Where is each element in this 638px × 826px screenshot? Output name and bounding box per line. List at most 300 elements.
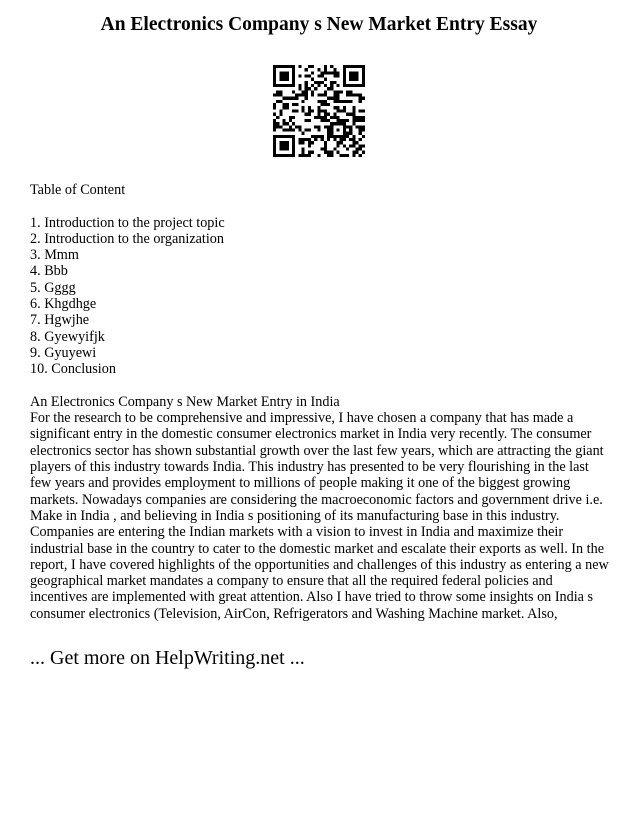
qr-module xyxy=(273,113,276,116)
qr-module xyxy=(286,97,289,100)
qr-module xyxy=(317,135,320,138)
qr-module xyxy=(349,84,352,87)
qr-module xyxy=(359,100,362,103)
qr-module xyxy=(333,97,336,100)
qr-module xyxy=(359,125,362,128)
qr-module xyxy=(308,151,311,154)
qr-module xyxy=(352,75,355,78)
qr-module xyxy=(286,147,289,150)
qr-module xyxy=(302,100,305,103)
qr-module xyxy=(324,113,327,116)
qr-module xyxy=(349,65,352,68)
qr-module xyxy=(333,68,336,71)
qr-module xyxy=(317,94,320,97)
qr-module xyxy=(298,128,301,131)
toc-item: 4. Bbb xyxy=(30,263,68,280)
qr-module xyxy=(324,119,327,122)
qr-module xyxy=(292,154,295,157)
qr-module xyxy=(327,135,330,138)
qr-module xyxy=(286,128,289,131)
qr-module xyxy=(289,84,292,87)
qr-module xyxy=(276,122,279,125)
qr-module xyxy=(273,106,276,109)
qr-module xyxy=(292,116,295,119)
qr-module xyxy=(362,109,365,112)
qr-module xyxy=(336,100,339,103)
qr-module xyxy=(295,109,298,112)
qr-module xyxy=(362,68,365,71)
qr-module xyxy=(308,119,311,122)
qr-module xyxy=(324,90,327,93)
qr-module xyxy=(352,116,355,119)
qr-module xyxy=(289,128,292,131)
qr-module xyxy=(324,125,327,128)
qr-module xyxy=(317,109,320,112)
qr-module xyxy=(317,128,320,131)
qr-module xyxy=(289,97,292,100)
qr-module xyxy=(333,94,336,97)
qr-module xyxy=(343,119,346,122)
qr-module xyxy=(292,65,295,68)
qr-module xyxy=(305,113,308,116)
qr-module xyxy=(276,84,279,87)
qr-module xyxy=(302,147,305,150)
qr-module xyxy=(336,144,339,147)
qr-module xyxy=(336,109,339,112)
qr-module xyxy=(324,71,327,74)
qr-module xyxy=(352,144,355,147)
qr-module xyxy=(359,147,362,150)
qr-module xyxy=(343,78,346,81)
qr-module xyxy=(359,94,362,97)
qr-module xyxy=(362,84,365,87)
qr-module xyxy=(283,103,286,106)
qr-module xyxy=(330,154,333,157)
document-content xyxy=(30,182,610,622)
qr-module xyxy=(295,94,298,97)
qr-module xyxy=(336,90,339,93)
qr-module xyxy=(336,84,339,87)
qr-module xyxy=(305,97,308,100)
qr-module xyxy=(362,81,365,84)
qr-module xyxy=(321,116,324,119)
qr-module xyxy=(333,135,336,138)
qr-module xyxy=(327,154,330,157)
qr-module xyxy=(340,100,343,103)
qr-module xyxy=(289,135,292,138)
qr-module xyxy=(273,84,276,87)
qr-module xyxy=(352,84,355,87)
qr-module xyxy=(276,125,279,128)
qr-module xyxy=(327,128,330,131)
qr-module xyxy=(330,151,333,154)
qr-module xyxy=(279,71,282,74)
qr-module xyxy=(273,125,276,128)
qr-module xyxy=(327,119,330,122)
qr-module xyxy=(305,84,308,87)
qr-module xyxy=(308,141,311,144)
qr-module xyxy=(321,81,324,84)
qr-module xyxy=(292,78,295,81)
qr-module xyxy=(352,106,355,109)
qr-module xyxy=(305,138,308,141)
document-title: An Electronics Company s New Market Entry Essay xyxy=(100,14,538,35)
toc-item: 5. Gggg xyxy=(30,279,76,296)
qr-module xyxy=(298,94,301,97)
qr-module xyxy=(279,90,282,93)
qr-module xyxy=(327,138,330,141)
qr-module xyxy=(333,100,336,103)
qr-module xyxy=(324,94,327,97)
qr-module xyxy=(283,106,286,109)
qr-module xyxy=(330,71,333,74)
qr-module xyxy=(308,128,311,131)
qr-module xyxy=(298,65,301,68)
qr-module xyxy=(333,122,336,125)
qr-module xyxy=(330,122,333,125)
qr-module xyxy=(362,65,365,68)
qr-module xyxy=(324,84,327,87)
qr-module xyxy=(273,78,276,81)
qr-module xyxy=(336,106,339,109)
qr-module xyxy=(340,154,343,157)
qr-module xyxy=(279,113,282,116)
qr-module xyxy=(283,141,286,144)
qr-module xyxy=(336,116,339,119)
qr-module xyxy=(349,75,352,78)
qr-module xyxy=(305,128,308,131)
qr-module xyxy=(343,125,346,128)
qr-module xyxy=(362,116,365,119)
qr-module xyxy=(359,97,362,100)
qr-module xyxy=(308,87,311,90)
qr-module xyxy=(311,109,314,112)
qr-module xyxy=(292,122,295,125)
qr-module xyxy=(283,135,286,138)
qr-module xyxy=(314,125,317,128)
qr-module xyxy=(292,147,295,150)
qr-module xyxy=(324,141,327,144)
qr-module xyxy=(289,125,292,128)
qr-module xyxy=(308,138,311,141)
qr-module xyxy=(336,141,339,144)
qr-module xyxy=(317,106,320,109)
qr-module xyxy=(359,144,362,147)
qr-module xyxy=(340,141,343,144)
toc-item: 8. Gyewyifjk xyxy=(30,328,105,345)
qr-module xyxy=(343,106,346,109)
qr-module xyxy=(324,68,327,71)
qr-module xyxy=(311,78,314,81)
qr-code-icon xyxy=(273,65,365,157)
qr-module xyxy=(279,94,282,97)
qr-module xyxy=(298,141,301,144)
toc-item: 9. Gyuyewi xyxy=(30,344,97,361)
qr-module xyxy=(311,141,314,144)
qr-module xyxy=(333,71,336,74)
qr-module xyxy=(292,68,295,71)
qr-module xyxy=(286,65,289,68)
qr-module xyxy=(286,71,289,74)
qr-module xyxy=(286,141,289,144)
qr-module xyxy=(343,154,346,157)
qr-module xyxy=(273,68,276,71)
qr-module xyxy=(333,106,336,109)
qr-module xyxy=(327,71,330,74)
qr-module xyxy=(273,147,276,150)
qr-module xyxy=(333,147,336,150)
toc-list xyxy=(30,215,610,378)
qr-module xyxy=(343,81,346,84)
qr-module xyxy=(362,78,365,81)
qr-module xyxy=(302,138,305,141)
qr-module xyxy=(349,78,352,81)
qr-module xyxy=(352,151,355,154)
qr-module xyxy=(362,71,365,74)
qr-module xyxy=(311,84,314,87)
qr-module xyxy=(317,68,320,71)
qr-module xyxy=(343,135,346,138)
qr-module xyxy=(336,135,339,138)
qr-module xyxy=(292,84,295,87)
qr-module xyxy=(330,87,333,90)
qr-module xyxy=(276,65,279,68)
qr-module xyxy=(327,125,330,128)
qr-module xyxy=(330,84,333,87)
qr-module xyxy=(308,154,311,157)
article-heading: An Electronics Company s New Market Entry in India xyxy=(30,393,340,410)
qr-module xyxy=(362,151,365,154)
qr-module xyxy=(314,116,317,119)
qr-module xyxy=(279,141,282,144)
qr-module xyxy=(308,65,311,68)
qr-module xyxy=(279,100,282,103)
qr-module xyxy=(292,81,295,84)
qr-module xyxy=(324,109,327,112)
qr-module xyxy=(273,71,276,74)
qr-module xyxy=(362,144,365,147)
qr-module xyxy=(283,84,286,87)
qr-module xyxy=(317,125,320,128)
qr-module xyxy=(352,119,355,122)
qr-module xyxy=(336,94,339,97)
qr-module xyxy=(346,100,349,103)
qr-module xyxy=(343,71,346,74)
qr-module xyxy=(346,65,349,68)
qr-module xyxy=(343,128,346,131)
qr-module xyxy=(305,68,308,71)
qr-module xyxy=(321,109,324,112)
qr-module xyxy=(321,135,324,138)
qr-module xyxy=(352,109,355,112)
toc-item: 6. Khgdhge xyxy=(30,296,97,313)
qr-module xyxy=(355,125,358,128)
qr-module xyxy=(355,147,358,150)
qr-module xyxy=(317,75,320,78)
qr-module xyxy=(311,65,314,68)
qr-module xyxy=(343,68,346,71)
qr-module xyxy=(273,103,276,106)
qr-module xyxy=(308,75,311,78)
qr-module xyxy=(311,71,314,74)
qr-module xyxy=(289,154,292,157)
qr-module xyxy=(352,141,355,144)
qr-module xyxy=(336,71,339,74)
qr-module xyxy=(292,75,295,78)
qr-module xyxy=(362,97,365,100)
qr-module xyxy=(321,71,324,74)
qr-module xyxy=(359,128,362,131)
qr-module xyxy=(302,132,305,135)
qr-module xyxy=(302,151,305,154)
qr-module xyxy=(362,135,365,138)
qr-module xyxy=(349,144,352,147)
qr-module xyxy=(283,128,286,131)
toc-item: 10. Conclusion xyxy=(30,361,116,378)
qr-module xyxy=(340,119,343,122)
qr-module xyxy=(359,109,362,112)
qr-module xyxy=(317,100,320,103)
qr-module xyxy=(286,78,289,81)
qr-module xyxy=(302,154,305,157)
qr-module xyxy=(292,144,295,147)
qr-module xyxy=(321,103,324,106)
qr-module xyxy=(292,109,295,112)
qr-module xyxy=(321,75,324,78)
qr-module xyxy=(333,90,336,93)
qr-module xyxy=(343,100,346,103)
qr-module xyxy=(292,90,295,93)
qr-module xyxy=(324,144,327,147)
qr-module xyxy=(298,138,301,141)
qr-module xyxy=(346,132,349,135)
qr-module xyxy=(273,128,276,131)
qr-module xyxy=(352,135,355,138)
qr-module xyxy=(308,109,311,112)
qr-module xyxy=(279,125,282,128)
qr-module xyxy=(273,151,276,154)
qr-module xyxy=(333,81,336,84)
qr-module xyxy=(298,84,301,87)
qr-module xyxy=(330,125,333,128)
qr-module xyxy=(276,100,279,103)
qr-module xyxy=(324,116,327,119)
qr-module xyxy=(295,103,298,106)
qr-module xyxy=(355,75,358,78)
qr-module xyxy=(311,90,314,93)
get-more-link[interactable]: ... Get more on HelpWriting.net ... xyxy=(30,647,305,669)
qr-module xyxy=(330,81,333,84)
qr-module xyxy=(289,116,292,119)
qr-module xyxy=(279,109,282,112)
qr-module xyxy=(295,97,298,100)
qr-module xyxy=(340,109,343,112)
qr-module xyxy=(343,65,346,68)
qr-module xyxy=(362,75,365,78)
qr-module xyxy=(279,75,282,78)
qr-module xyxy=(359,65,362,68)
qr-module xyxy=(355,94,358,97)
qr-module xyxy=(283,65,286,68)
qr-module xyxy=(283,147,286,150)
qr-module xyxy=(286,122,289,125)
qr-module xyxy=(321,119,324,122)
qr-module xyxy=(349,132,352,135)
qr-module xyxy=(292,141,295,144)
qr-module xyxy=(352,71,355,74)
qr-module xyxy=(333,138,336,141)
qr-module xyxy=(359,116,362,119)
qr-module xyxy=(321,147,324,150)
qr-module xyxy=(327,97,330,100)
qr-module xyxy=(324,147,327,150)
qr-module xyxy=(333,75,336,78)
qr-module xyxy=(305,75,308,78)
qr-module xyxy=(317,84,320,87)
qr-module xyxy=(321,138,324,141)
qr-module xyxy=(333,116,336,119)
qr-module xyxy=(314,138,317,141)
qr-module xyxy=(330,128,333,131)
qr-module xyxy=(355,141,358,144)
qr-module xyxy=(362,125,365,128)
qr-module xyxy=(355,71,358,74)
qr-module xyxy=(273,122,276,125)
qr-module xyxy=(302,141,305,144)
qr-module xyxy=(362,119,365,122)
qr-module xyxy=(349,138,352,141)
qr-module xyxy=(276,135,279,138)
qr-module xyxy=(276,154,279,157)
qr-module xyxy=(317,113,320,116)
qr-module xyxy=(283,122,286,125)
qr-module xyxy=(286,144,289,147)
qr-module xyxy=(355,65,358,68)
qr-module xyxy=(359,132,362,135)
qr-module xyxy=(305,154,308,157)
qr-module xyxy=(346,135,349,138)
qr-module xyxy=(343,138,346,141)
qr-module xyxy=(298,75,301,78)
qr-module xyxy=(302,106,305,109)
qr-module xyxy=(349,128,352,131)
qr-module xyxy=(283,75,286,78)
qr-module xyxy=(279,78,282,81)
qr-module xyxy=(346,125,349,128)
qr-module xyxy=(349,94,352,97)
qr-module xyxy=(349,71,352,74)
qr-module xyxy=(359,154,362,157)
qr-module xyxy=(286,84,289,87)
qr-module xyxy=(349,90,352,93)
qr-module xyxy=(305,90,308,93)
qr-module xyxy=(355,151,358,154)
qr-module xyxy=(283,78,286,81)
qr-module xyxy=(359,119,362,122)
qr-module xyxy=(346,90,349,93)
qr-module xyxy=(298,125,301,128)
qr-module xyxy=(359,138,362,141)
qr-module xyxy=(314,81,317,84)
qr-module xyxy=(276,116,279,119)
qr-module xyxy=(343,122,346,125)
qr-module xyxy=(314,135,317,138)
qr-module xyxy=(292,128,295,131)
qr-module xyxy=(311,94,314,97)
qr-module xyxy=(355,116,358,119)
qr-module xyxy=(346,113,349,116)
qr-module xyxy=(311,151,314,154)
